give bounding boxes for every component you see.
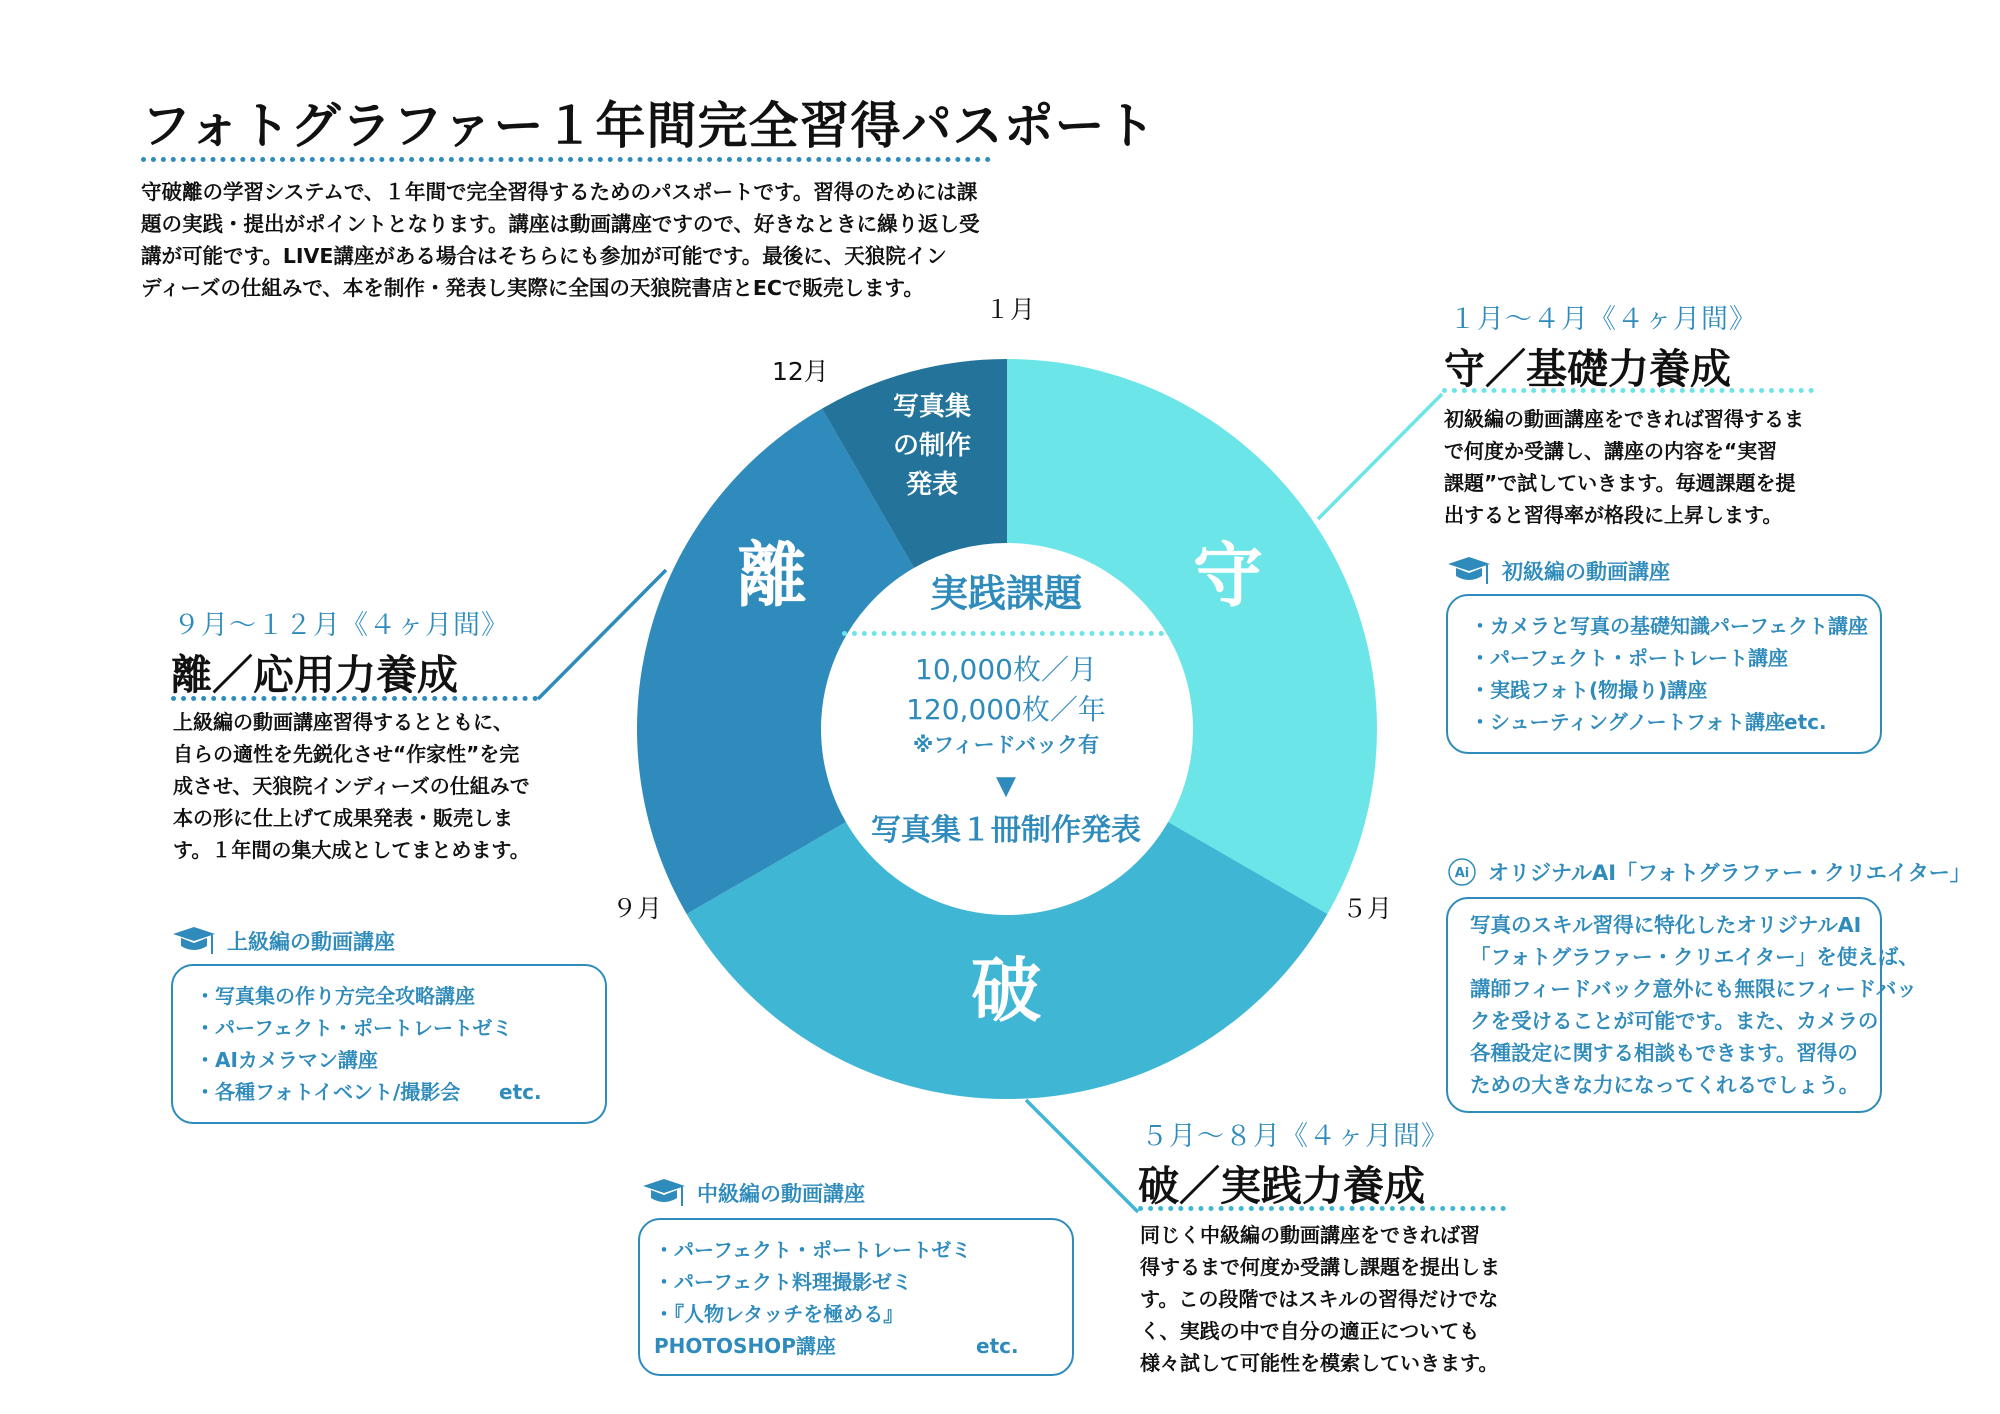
publish-line: 写真集 <box>892 392 972 422</box>
body-line: す。この段階ではスキルの習得だけでな <box>1140 1287 1499 1311</box>
course-item: ・パーフェクト・ポートレートゼミ <box>654 1238 972 1262</box>
svg-text:Ai: Ai <box>1454 866 1470 881</box>
etc-label: etc. <box>976 1334 1019 1358</box>
ai-line: 講師フィードバック意外にも無限にフィードバッ <box>1470 977 1917 1001</box>
intro-line: 守破離の学習システムで、１年間で完全習得するためのパスポートです。習得のためには課 <box>141 180 978 204</box>
ha-course-list <box>638 1218 1074 1376</box>
segment-label-ha: 破 <box>971 949 1041 1032</box>
segment-label-ri: 離 <box>737 534 807 617</box>
shu-course-header <box>1446 554 1670 588</box>
body-line: 初級編の動画講座をできれば習得するま <box>1444 407 1804 431</box>
ai-line: 写真のスキル習得に特化したオリジナルAI <box>1470 913 1862 937</box>
etc-label: etc. <box>1784 710 1827 734</box>
center-title: 実践課題 <box>929 571 1083 616</box>
graduation-cap-icon <box>641 1176 687 1210</box>
course-item: ・パーフェクト・ポートレートゼミ <box>195 1016 513 1040</box>
ha-period: ５月～８月《４ヶ月間》 <box>1141 1121 1449 1152</box>
course-item: ・『人物レタッチを極める』 <box>654 1302 904 1326</box>
body-line: 様々試して可能性を模索していきます。 <box>1140 1351 1499 1375</box>
ha-course-header <box>641 1176 865 1210</box>
center-yearly: 120,000枚／年 <box>906 693 1106 726</box>
body-line: 同じく中級編の動画講座をできれば習 <box>1140 1223 1480 1247</box>
month-label-9: ９月 <box>612 894 663 923</box>
body-line: 上級編の動画講座習得するとともに、 <box>173 710 513 734</box>
segment-label-shu: 守 <box>1193 534 1263 617</box>
shu-course-list <box>1446 594 1882 754</box>
ai-description-box <box>1446 897 1919 1113</box>
course-item: ・パーフェクト料理撮影ゼミ <box>654 1270 912 1294</box>
ha-course-title: 中級編の動画講座 <box>697 1182 865 1206</box>
ai-icon <box>1446 856 1478 888</box>
page-title: フォトグラファー１年間完全習得パスポート <box>141 97 1157 155</box>
body-line: く、実践の中で自分の適正についても <box>1140 1319 1480 1343</box>
body-line: 得するまで何度か受講し課題を提出しま <box>1140 1255 1500 1279</box>
center-goal: 写真集１冊制作発表 <box>871 813 1141 848</box>
publish-line: の制作 <box>892 431 972 461</box>
ai-line: クを受けることが可能です。また、カメラの <box>1470 1009 1879 1033</box>
shu-course-title: 初級編の動画講座 <box>1502 560 1670 584</box>
intro-line: 題の実践・提出がポイントとなります。講座は動画講座ですので、好きなときに繰り返し受 <box>141 212 980 236</box>
shu-body <box>1444 403 1804 531</box>
ri-period: ９月～１２月《４ヶ月間》 <box>173 610 509 641</box>
ha-heading: 破／実践力養成 <box>1138 1162 1425 1210</box>
ai-title: オリジナルAI「フォトグラファー・クリエイター」 <box>1488 861 1971 885</box>
intro-line: ディーズの仕組みで、本を制作・発表し実際に全国の天狼院書店とECで販売します。 <box>141 276 924 300</box>
course-item: ・AIカメラマン講座 <box>195 1048 378 1072</box>
course-item: ・パーフェクト・ポートレート講座 <box>1470 646 1788 670</box>
course-item: ・シューティングノートフォト講座 <box>1470 710 1785 734</box>
graduation-cap-icon <box>171 924 217 958</box>
course-item: ・実践フォト(物撮り)講座 <box>1470 678 1708 702</box>
ha-connector <box>1026 1100 1138 1212</box>
center-note: ※フィードバック有 <box>912 733 1100 757</box>
ri-course-header <box>171 924 395 958</box>
ha-divider <box>1138 1206 1506 1211</box>
ri-divider <box>171 696 538 701</box>
body-line: 課題”で試していきます。毎週課題を提 <box>1444 471 1796 495</box>
course-item: ・写真集の作り方完全攻略講座 <box>195 984 475 1008</box>
ai-line: ための大きな力になってくれるでしょう。 <box>1470 1073 1860 1097</box>
body-line: す。１年間の集大成としてまとめます。 <box>173 838 530 862</box>
body-line: 自らの適性を先鋭化させ“作家性”を完 <box>173 742 520 766</box>
course-item: PHOTOSHOP講座 <box>654 1334 836 1358</box>
etc-label: etc. <box>499 1080 542 1104</box>
center-monthly: 10,000枚／月 <box>915 653 1097 686</box>
body-line: で何度か受講し、講座の内容を“実習 <box>1444 439 1778 463</box>
ha-body <box>1140 1219 1500 1379</box>
ri-body <box>173 706 530 866</box>
graduation-cap-icon <box>1446 554 1492 588</box>
shu-divider <box>1442 388 1814 393</box>
course-item: ・各種フォトイベント/撮影会 <box>195 1080 461 1104</box>
intro-line: 講が可能です。LIVE講座がある場合はそちらにも参加が可能です。最後に、天狼院イン <box>141 244 947 268</box>
body-line: 出すると習得率が格段に上昇します。 <box>1444 503 1783 527</box>
ai-header <box>1446 856 1971 888</box>
shu-connector <box>1318 394 1442 519</box>
publish-line: 発表 <box>905 470 959 500</box>
down-arrow-icon: ▼ <box>996 771 1016 801</box>
month-label-5: ５月 <box>1342 894 1393 923</box>
ri-course-list <box>171 964 607 1124</box>
publish-segment-label <box>893 388 971 505</box>
body-line: 成させ、天狼院インディーズの仕組みで <box>173 774 530 798</box>
shu-period: １月～４月《４ヶ月間》 <box>1449 304 1757 335</box>
shu-heading: 守／基礎力養成 <box>1444 345 1731 393</box>
month-label-1: １月 <box>985 295 1036 324</box>
ri-heading: 離／応用力養成 <box>171 651 458 699</box>
ai-line: 各種設定に関する相談もできます。習得の <box>1470 1041 1858 1065</box>
center-divider <box>842 631 1164 636</box>
ai-line: 「フォトグラファー・クリエイター」を使えば、 <box>1470 945 1919 969</box>
ri-course-title: 上級編の動画講座 <box>227 930 395 954</box>
month-label-12: 12月 <box>772 357 829 386</box>
body-line: 本の形に仕上げて成果発表・販売しま <box>173 806 513 830</box>
course-item: ・カメラと写真の基礎知識パーフェクト講座 <box>1470 614 1868 638</box>
